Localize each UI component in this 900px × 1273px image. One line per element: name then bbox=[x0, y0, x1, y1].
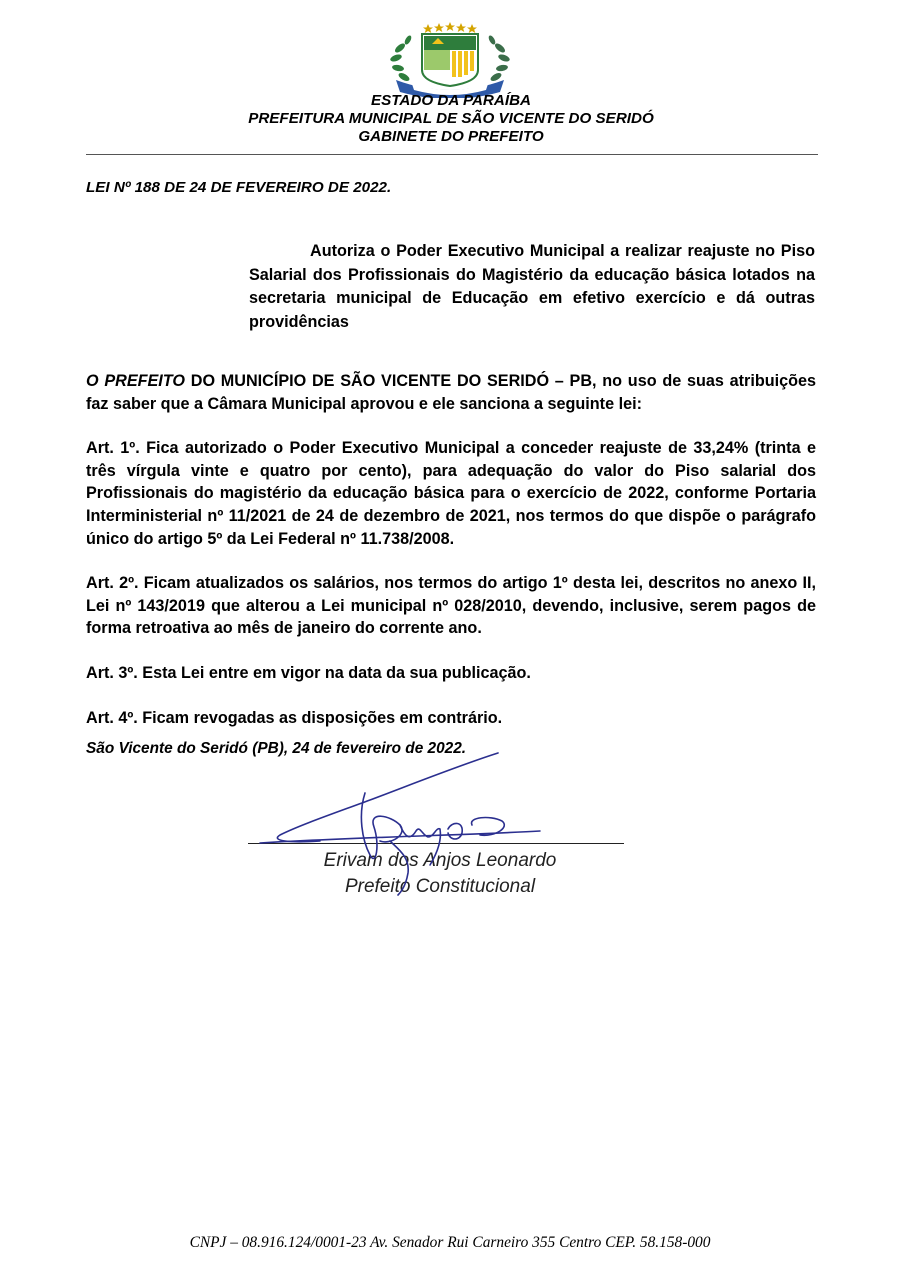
preamble-rest: DO MUNICÍPIO DE SÃO VICENTE DO SERIDÓ – PB, no uso de suas atribuições faz saber que a Câmara Municipal aprovou e ele sanciona a seguinte lei: bbox=[86, 372, 816, 413]
coat-of-arms-icon bbox=[382, 18, 518, 98]
law-title: LEI Nº 188 DE 24 DE FEVEREIRO DE 2022. bbox=[86, 179, 392, 196]
document-header bbox=[86, 92, 816, 146]
header-divider bbox=[86, 154, 818, 155]
law-summary: Autoriza o Poder Executivo Municipal a realizar reajuste no Piso Salarial dos Profissionais do Magistério da educação básica lotados na secretaria municipal de Educação em efetivo exercício e dá outras providências bbox=[249, 242, 815, 331]
signer-name: Erivam dos Anjos Leonardo bbox=[323, 850, 557, 871]
preamble bbox=[86, 370, 816, 415]
place-and-date: São Vicente do Seridó (PB), 24 de fevereiro de 2022. bbox=[86, 740, 467, 757]
municipal-coat-of-arms bbox=[382, 18, 518, 98]
article-2: Art. 2º. Ficam atualizados os salários, nos termos do artigo 1º desta lei, descritos no anexo II, Lei nº 143/2019 que alterou a Lei municipal nº 028/2010, devendo, inclusive, serem pagos de forma retroativa ao mês de janeiro do corrente ano. bbox=[86, 574, 816, 638]
handwritten-signature bbox=[240, 745, 560, 905]
preamble-lead: O PREFEITO bbox=[86, 372, 185, 390]
article-3: Art. 3º. Esta Lei entre em vigor na data da sua publicação. bbox=[86, 663, 531, 682]
header-prefecture: PREFEITURA MUNICIPAL DE SÃO VICENTE DO SERIDÓ bbox=[248, 110, 654, 127]
page-footer: CNPJ – 08.916.124/0001-23 Av. Senador Rui Carneiro 355 Centro CEP. 58.158-000 bbox=[189, 1234, 711, 1251]
law-body bbox=[86, 370, 816, 751]
article-1: Art. 1º. Fica autorizado o Poder Executivo Municipal a conceder reajuste de 33,24% (trinta e três vírgula vinte e quatro por cento), para adequação do valor do Piso salarial dos Profissionais do magistério da educação básica para o exercício de 2022, conforme Portaria Interministerial nº 11/2021 de 24 de dezembro de 2021, nos termos do que dispõe o parágrafo único do artigo 5º da Lei Federal nº 11.738/2008. bbox=[86, 439, 816, 548]
article-4: Art. 4º. Ficam revogadas as disposições em contrário. bbox=[86, 708, 503, 727]
header-state: ESTADO DA PARAÍBA bbox=[370, 92, 532, 109]
signer-title: Prefeito Constitucional bbox=[344, 876, 536, 897]
header-office: GABINETE DO PREFEITO bbox=[358, 128, 544, 145]
